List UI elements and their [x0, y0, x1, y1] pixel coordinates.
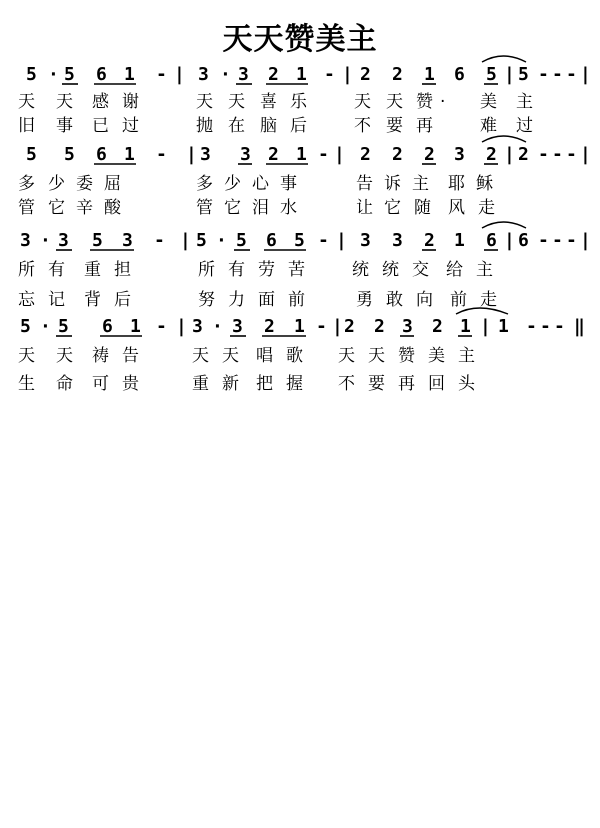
- lyric: 抛: [196, 116, 213, 136]
- lyric: 统: [352, 260, 369, 280]
- lyric: 管: [18, 198, 35, 218]
- note: 3: [402, 316, 413, 337]
- note: 2: [374, 316, 385, 337]
- lyric: 苦: [288, 260, 305, 280]
- barline: |: [342, 64, 353, 85]
- lyric: 随: [414, 198, 431, 218]
- dash: -: [538, 64, 549, 85]
- lyric: 主: [476, 260, 493, 280]
- lyric: 祷: [92, 346, 109, 366]
- lyric: 走: [480, 290, 497, 310]
- lyric: 要: [368, 374, 385, 394]
- lyrics-line-4b: [0, 372, 600, 396]
- lyric: 所: [18, 260, 35, 280]
- lyric: 天: [18, 92, 35, 112]
- lyric: 重: [192, 374, 209, 394]
- lyric: 把: [256, 374, 273, 394]
- lyric: 再: [416, 116, 433, 136]
- lyric: 面: [258, 290, 275, 310]
- dot: ·: [48, 64, 59, 85]
- dot: ·: [212, 316, 223, 337]
- lyric: 有: [48, 260, 65, 280]
- lyric: 它: [48, 198, 65, 218]
- dash: -: [566, 64, 577, 85]
- lyric: 回: [428, 374, 445, 394]
- dash: -: [318, 144, 329, 165]
- lyric: 努: [198, 290, 215, 310]
- lyric: 多: [196, 174, 213, 194]
- note: 1: [296, 64, 307, 85]
- lyric: 要: [386, 116, 403, 136]
- lyric: 前: [450, 290, 467, 310]
- note: 2: [486, 144, 497, 165]
- note: 5: [26, 144, 37, 165]
- lyric: 乐: [290, 92, 307, 112]
- lyric: 忘: [18, 290, 35, 310]
- dash: -: [566, 230, 577, 251]
- barline: |: [174, 64, 185, 85]
- lyric: 敢: [386, 290, 403, 310]
- note: 2: [360, 144, 371, 165]
- lyric: 主: [412, 174, 429, 194]
- lyrics-line-3a: [0, 258, 600, 282]
- song-title: 天天赞美主: [222, 22, 378, 57]
- final-barline: ‖: [574, 316, 585, 337]
- lyric: 可: [92, 374, 109, 394]
- lyrics-line-1b: [0, 114, 600, 138]
- lyric: 天: [354, 92, 371, 112]
- lyric: 天: [368, 346, 385, 366]
- note: 5: [486, 64, 497, 85]
- note: 2: [432, 316, 443, 337]
- lyric: 美: [428, 346, 445, 366]
- note: 2: [360, 64, 371, 85]
- lyric: 主: [458, 346, 475, 366]
- note: 3: [198, 64, 209, 85]
- note: 1: [460, 316, 471, 337]
- note: 2: [424, 144, 435, 165]
- barline: |: [580, 230, 591, 251]
- lyric: 唱: [256, 346, 273, 366]
- lyric: 过: [122, 116, 139, 136]
- lyric: 统: [382, 260, 399, 280]
- lyric: 天: [196, 92, 213, 112]
- lyric: 命: [56, 374, 73, 394]
- lyric: 后: [114, 290, 131, 310]
- note: 1: [498, 316, 509, 337]
- note: 2: [392, 144, 403, 165]
- lyrics-line-4a: [0, 344, 600, 368]
- note: 3: [58, 230, 69, 251]
- note: 3: [232, 316, 243, 337]
- dash: -: [156, 64, 167, 85]
- lyric: 向: [416, 290, 433, 310]
- lyric: 酸: [104, 198, 121, 218]
- notation-line-2: [0, 140, 600, 170]
- note: 5: [64, 64, 75, 85]
- lyric: 再: [398, 374, 415, 394]
- lyric: 心: [252, 174, 269, 194]
- lyric: 告: [122, 346, 139, 366]
- lyric: 天: [228, 92, 245, 112]
- lyric: 泪: [252, 198, 269, 218]
- note: 5: [196, 230, 207, 251]
- lyric: 后: [290, 116, 307, 136]
- lyric: 难: [480, 116, 497, 136]
- lyric: 担: [114, 260, 131, 280]
- lyric: 耶: [448, 174, 465, 194]
- dash: -: [156, 316, 167, 337]
- lyric: 背: [84, 290, 101, 310]
- dash: -: [540, 316, 551, 337]
- note: 2: [268, 144, 279, 165]
- lyric: 风: [448, 198, 465, 218]
- dash: -: [538, 230, 549, 251]
- note: 3: [240, 144, 251, 165]
- note: 5: [92, 230, 103, 251]
- notation-line-1: [0, 60, 600, 90]
- lyric: 少: [224, 174, 241, 194]
- lyric: 它: [384, 198, 401, 218]
- note: 5: [518, 64, 529, 85]
- note: 1: [124, 144, 135, 165]
- lyric: 贵: [122, 374, 139, 394]
- note: 1: [296, 144, 307, 165]
- lyrics-line-3b: [0, 288, 600, 312]
- note: 3: [392, 230, 403, 251]
- note: 1: [124, 64, 135, 85]
- note: 2: [392, 64, 403, 85]
- lyric: 走: [478, 198, 495, 218]
- lyric: 稣: [476, 174, 493, 194]
- lyrics-line-1a: [0, 90, 600, 114]
- notation-line-3: [0, 226, 600, 256]
- lyric: 让: [356, 198, 373, 218]
- lyric: 给: [446, 260, 463, 280]
- dash: -: [324, 64, 335, 85]
- lyric: 赞: [416, 92, 433, 112]
- lyrics-line-2a: [0, 172, 600, 196]
- lyric: 它: [224, 198, 241, 218]
- note: 3: [360, 230, 371, 251]
- lyric: 天: [222, 346, 239, 366]
- dash: -: [316, 316, 327, 337]
- note: 2: [424, 230, 435, 251]
- note: 3: [238, 64, 249, 85]
- lyric: 前: [288, 290, 305, 310]
- note: 6: [486, 230, 497, 251]
- dash: -: [538, 144, 549, 165]
- lyric: 新: [222, 374, 239, 394]
- note: 5: [64, 144, 75, 165]
- lyric: 感: [92, 92, 109, 112]
- lyric: 委: [76, 174, 93, 194]
- barline: |: [580, 64, 591, 85]
- lyric: 天: [56, 92, 73, 112]
- barline: |: [186, 144, 197, 165]
- note: 6: [96, 64, 107, 85]
- lyric: 不: [354, 116, 371, 136]
- barline: |: [332, 316, 343, 337]
- lyric: 有: [228, 260, 245, 280]
- note: 6: [96, 144, 107, 165]
- lyric: 多: [18, 174, 35, 194]
- lyric: 喜: [260, 92, 277, 112]
- note: 6: [266, 230, 277, 251]
- dot: ·: [40, 230, 51, 251]
- barline: |: [504, 64, 515, 85]
- dash: -: [552, 144, 563, 165]
- note: 6: [454, 64, 465, 85]
- dash: -: [566, 144, 577, 165]
- note: 5: [236, 230, 247, 251]
- lyric: 劳: [258, 260, 275, 280]
- lyric: 赞: [398, 346, 415, 366]
- barline: |: [176, 316, 187, 337]
- lyric: 在: [228, 116, 245, 136]
- lyric: 谢: [122, 92, 139, 112]
- lyric: 生: [18, 374, 35, 394]
- note: 2: [264, 316, 275, 337]
- lyric: 过: [516, 116, 533, 136]
- barline: |: [504, 144, 515, 165]
- note: 3: [192, 316, 203, 337]
- note: 6: [518, 230, 529, 251]
- dash: -: [526, 316, 537, 337]
- lyric: 旧: [18, 116, 35, 136]
- dash: -: [154, 230, 165, 251]
- lyric: 诉: [384, 174, 401, 194]
- lyric: 水: [280, 198, 297, 218]
- lyric: 所: [198, 260, 215, 280]
- dash: -: [554, 316, 565, 337]
- note: 5: [58, 316, 69, 337]
- lyric: 主: [516, 92, 533, 112]
- lyric: 天: [18, 346, 35, 366]
- lyric-dot: ·: [440, 92, 446, 112]
- barline: |: [580, 144, 591, 165]
- lyric: 天: [386, 92, 403, 112]
- barline: |: [480, 316, 491, 337]
- note: 3: [454, 144, 465, 165]
- dash: -: [156, 144, 167, 165]
- dash: -: [318, 230, 329, 251]
- lyric: 天: [338, 346, 355, 366]
- lyric: 屈: [104, 174, 121, 194]
- lyric: 力: [228, 290, 245, 310]
- lyric: 记: [48, 290, 65, 310]
- note: 5: [294, 230, 305, 251]
- dash: -: [552, 64, 563, 85]
- barline: |: [334, 144, 345, 165]
- lyric: 交: [412, 260, 429, 280]
- note: 1: [454, 230, 465, 251]
- note: 1: [294, 316, 305, 337]
- dash: -: [552, 230, 563, 251]
- barline: |: [504, 230, 515, 251]
- note: 5: [20, 316, 31, 337]
- note: 6: [102, 316, 113, 337]
- lyric: 握: [286, 374, 303, 394]
- lyric: 管: [196, 198, 213, 218]
- lyric: 天: [192, 346, 209, 366]
- lyric: 美: [480, 92, 497, 112]
- lyric: 勇: [356, 290, 373, 310]
- barline: |: [180, 230, 191, 251]
- note: 2: [344, 316, 355, 337]
- lyric: 事: [56, 116, 73, 136]
- note: 1: [130, 316, 141, 337]
- lyric: 告: [356, 174, 373, 194]
- lyric: 事: [280, 174, 297, 194]
- lyric: 歌: [286, 346, 303, 366]
- note: 3: [20, 230, 31, 251]
- lyric: 少: [48, 174, 65, 194]
- dot: ·: [220, 64, 231, 85]
- lyric: 天: [56, 346, 73, 366]
- lyric: 辛: [76, 198, 93, 218]
- lyrics-line-2b: [0, 196, 600, 220]
- note: 5: [26, 64, 37, 85]
- barline: |: [336, 230, 347, 251]
- lyric: 不: [338, 374, 355, 394]
- lyric: 头: [458, 374, 475, 394]
- note: 1: [424, 64, 435, 85]
- note: 3: [122, 230, 133, 251]
- note: 3: [200, 144, 211, 165]
- note: 2: [268, 64, 279, 85]
- dot: ·: [216, 230, 227, 251]
- note: 2: [518, 144, 529, 165]
- dot: ·: [40, 316, 51, 337]
- notation-line-4: [0, 312, 600, 342]
- lyric: 已: [92, 116, 109, 136]
- lyric: 重: [84, 260, 101, 280]
- lyric: 脑: [260, 116, 277, 136]
